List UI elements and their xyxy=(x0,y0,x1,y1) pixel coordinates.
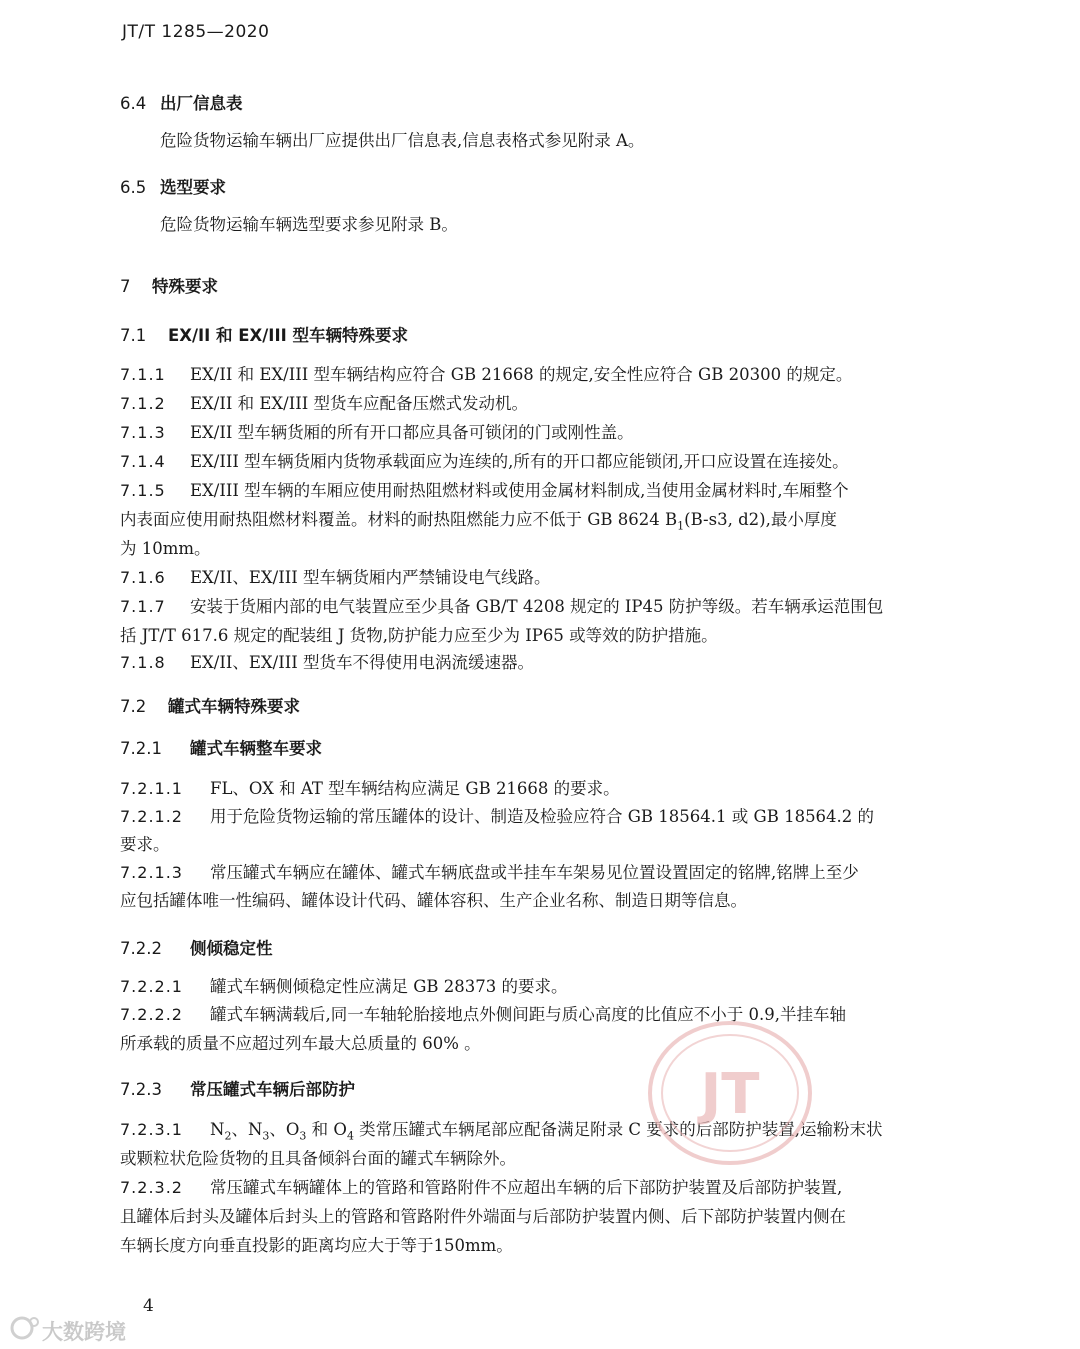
heading-7-2-1: 7.2.1 罐式车辆整车要求 xyxy=(120,739,322,758)
clause-7-2-3-2-line1: 7.2.3.2 常压罐式车辆罐体上的管路和管路附件不应超出车辆的后下部防护装置及后部防护装置, xyxy=(120,1178,843,1197)
clause-7-2-3-2-line2: 且罐体后封头及罐体后封头上的管路和管路附件外端面与后部防护装置内侧、后下部防护装置内侧在 xyxy=(120,1207,846,1226)
heading-7-2-3: 7.2.3 常压罐式车辆后部防护 xyxy=(120,1080,355,1099)
clause-7-2-1-3-line2: 应包括罐体唯一性编码、罐体设计代码、罐体容积、生产企业名称、制造日期等信息。 xyxy=(120,891,747,910)
clause-7-2-3-1-line2: 或颗粒状危险货物的且具备倾斜台面的罐式车辆除外。 xyxy=(120,1149,516,1168)
clause-7-1-7-line2: 括 JT/T 617.6 规定的配装组 J 货物,防护能力应至少为 IP65 或等效的防护措施。 xyxy=(120,626,718,645)
heading-7-2-2: 7.2.2 侧倾稳定性 xyxy=(120,939,273,958)
clause-7-1-7-line1: 7.1.7 安装于货厢内部的电气装置应至少具备 GB/T 4208 规定的 IP45 防护等级。若车辆承运范围包 xyxy=(120,597,884,616)
clause-7-1-5-line3: 为 10mm。 xyxy=(120,539,211,558)
clause-7-1-3: 7.1.3 EX/II 型车辆货厢的所有开口都应具备可锁闭的门或刚性盖。 xyxy=(120,423,634,442)
clause-7-2-2-2-line2: 所承载的质量不应超过列车最大总质量的 60% 。 xyxy=(120,1034,481,1053)
clause-7-2-1-3-line1: 7.2.1.3 常压罐式车辆应在罐体、罐式车辆底盘或半挂车车架易见位置设置固定的铭牌,铭牌上至少 xyxy=(120,863,859,882)
clause-7-2-1-2-line2: 要求。 xyxy=(120,835,170,854)
stamp-text: JT xyxy=(700,1062,760,1127)
clause-7-2-1-1: 7.2.1.1 FL、OX 和 AT 型车辆结构应满足 GB 21668 的要求。 xyxy=(120,779,620,798)
clause-7-2-3-1-line1: 7.2.3.1 $N_2$、$N_3$、$O_3$ 和 $O_4$ 类常压罐式车辆尾部应配备满足附录 C 要求的后部防护装置,运输粉末状 xyxy=(120,1120,883,1143)
clause-7-1-6: 7.1.6 EX/II、EX/III 型车辆货厢内严禁铺设电气线路。 xyxy=(120,568,551,587)
clause-7-1-1: 7.1.1 EX/II 和 EX/III 型车辆结构应符合 GB 21668 的规定,安全性应符合 GB 20300 的规定。 xyxy=(120,365,853,384)
jt-stamp-logo xyxy=(645,1018,815,1168)
clause-7-1-8: 7.1.8 EX/II、EX/III 型货车不得使用电涡流缓速器。 xyxy=(120,653,535,672)
paragraph-6-5: 危险货物运输车辆选型要求参见附录 B。 xyxy=(160,215,458,234)
watermark-logo-icon xyxy=(8,1314,42,1342)
clause-7-1-4: 7.1.4 EX/III 型车辆货厢内货物承载面应为连续的,所有的开口都应能锁闭,开口应设置在连接处。 xyxy=(120,452,849,471)
standard-header: JT/T 1285—2020 xyxy=(122,22,270,42)
clause-7-2-2-1: 7.2.2.1 罐式车辆侧倾稳定性应满足 GB 28373 的要求。 xyxy=(120,977,568,996)
heading-7-2: 7.2 罐式车辆特殊要求 xyxy=(120,697,300,716)
clause-7-2-3-2-line3: 车辆长度方向垂直投影的距离均应大于等于150mm。 xyxy=(120,1236,513,1255)
heading-7-1: 7.1 EX/II 和 EX/III 型车辆特殊要求 xyxy=(120,326,408,345)
paragraph-6-4: 危险货物运输车辆出厂应提供出厂信息表,信息表格式参见附录 A。 xyxy=(160,131,645,150)
clause-7-2-2-2-line1: 7.2.2.2 罐式车辆满载后,同一车轴轮胎接地点外侧间距与质心高度的比值应不小于 0.9,半挂车轴 xyxy=(120,1005,846,1024)
clause-7-1-5-line1: 7.1.5 EX/III 型车辆的车厢应使用耐热阻燃材料或使用金属材料制成,当使用金属材料时,车厢整个 xyxy=(120,481,849,500)
watermark-text: 大数跨境 xyxy=(42,1320,126,1344)
heading-7: 7 特殊要求 xyxy=(120,277,218,296)
clause-7-1-5-line2: 内表面应使用耐热阻燃材料覆盖。材料的耐热阻燃能力应不低于 GB 8624 $B_1(B-s3$, d2),最小厚度 xyxy=(120,510,837,533)
clause-7-1-2: 7.1.2 EX/II 和 EX/III 型货车应配备压燃式发动机。 xyxy=(120,394,529,413)
clause-7-2-1-2-line1: 7.2.1.2 用于危险货物运输的常压罐体的设计、制造及检验应符合 GB 18564.1 或 GB 18564.2 的 xyxy=(120,807,875,826)
page-number: 4 xyxy=(143,1296,154,1316)
heading-6-5: 6.5 选型要求 xyxy=(120,178,226,197)
heading-6-4: 6.4 出厂信息表 xyxy=(120,94,243,113)
